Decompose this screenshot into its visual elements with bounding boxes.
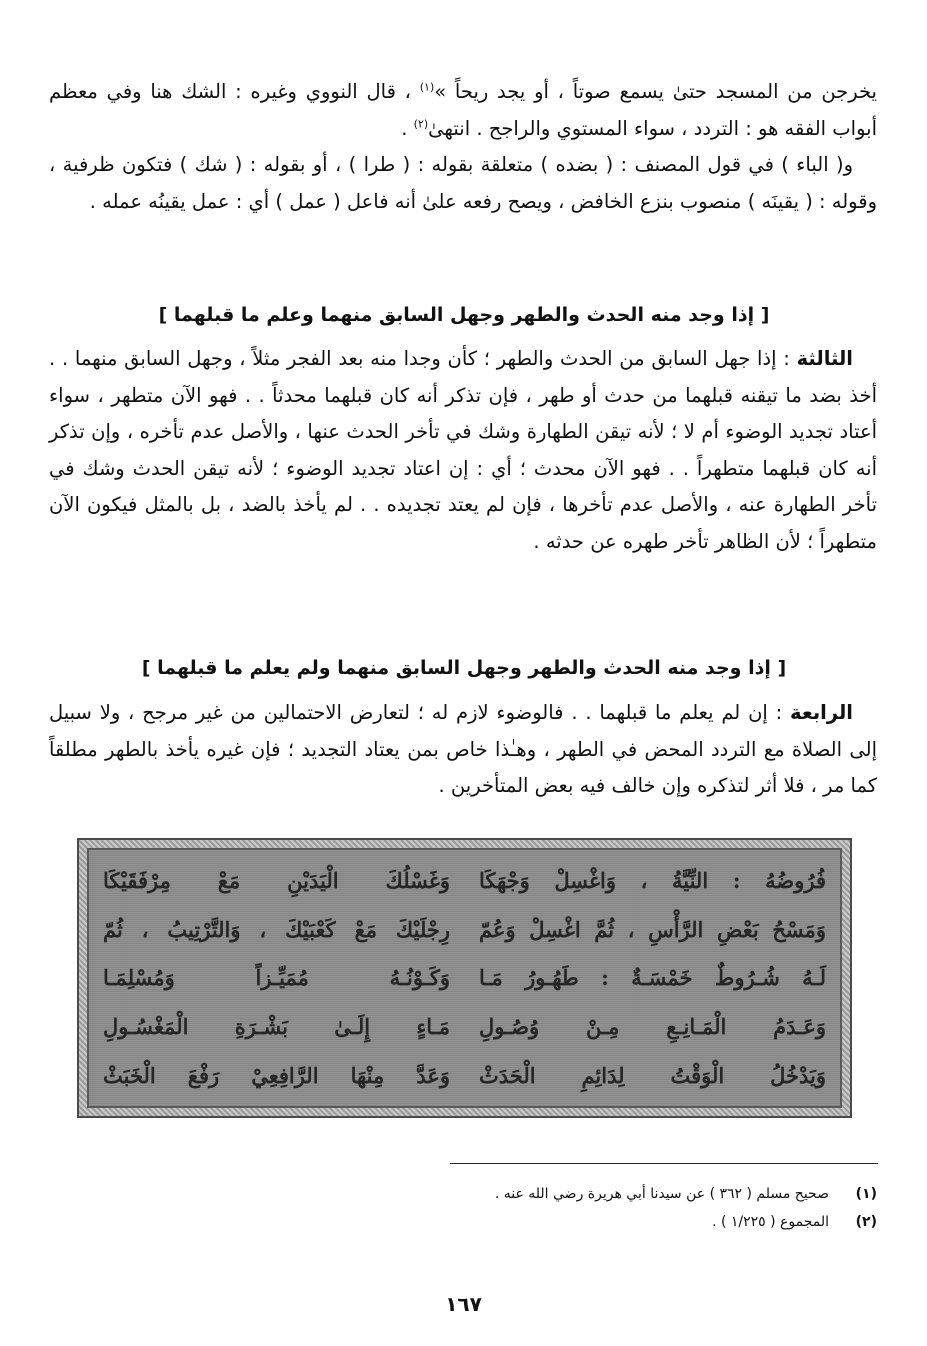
paragraph-1-text-c: . — [401, 116, 414, 140]
paragraph-3 — [49, 341, 877, 560]
poem-hemistich-right: لَـهُ شُـرُوطٌ خَمْسَـةٌ : طَهُـورُ مَـا — [478, 965, 826, 991]
body-text-bottom — [49, 695, 877, 805]
poem-verse — [103, 868, 826, 893]
poem-hemistich-right: وَيَدْخُلُ الْوَقْتُ لِدَائِمِ الْحَدَثْ — [478, 1063, 826, 1089]
poem-hemistich-left: وَعَدَّ مِنْهَا الرَّافِعِيْ رَفْعَ الْخَبَثْ — [103, 1063, 451, 1089]
poem-verse — [103, 1014, 826, 1039]
paragraph-3-lead: الثالثة — [796, 347, 853, 370]
page-number: ١٦٧ — [445, 1292, 482, 1316]
body-text-top — [49, 74, 877, 220]
footnote-text: المجموع ( ١/٢٢٥ ) . — [712, 1214, 829, 1230]
poem-hemistich-left: وَكَـوْنُـهُ مُمَيِّـزاً وَمُسْلِمَـا — [103, 965, 451, 991]
poem-hemistich-right: وَمَسْحُ بَعْضِ الرَّأْسِ ، ثُمَّ اغْسِلْ وَعُمّ — [478, 916, 826, 942]
footnote-divider — [450, 1163, 878, 1164]
paragraph-1-text-a: يخرجن من المسجد حتىٰ يسمع صوتاً ، أو يجد ريحاً » — [434, 80, 877, 103]
poem-verse — [103, 965, 826, 990]
poem-hemistich-right: وَعَـدَمُ الْمَـانِـعِ مِـنْ وُصُـولِ — [478, 1014, 826, 1040]
footnotes — [49, 1180, 877, 1236]
section-heading-2: [ إذا وجد منه الحدث والطهر وجهل السابق منهما ولم يعلم ما قبلهما ] — [141, 657, 787, 679]
footnote-2 — [49, 1208, 877, 1236]
paragraph-3-text: : إذا جهل السابق من الحدث والطهر ؛ كأن وجدا منه بعد الفجر مثلاً ، وجهل السابق منهما . . أخذ بضد ما تيقنه قبلهما من حدث أو طهر ، فإن تذكر أنه كان قبلهما محدثاً . . فهو الآن متطهر ، سواء أعتاد تجديد الوضوء أم لا ؛ لأنه تيقن الطهارة وشك في تأخر الحدث عنها ، والأصل عدم تأخره ، وإن تذكر أنه كان قبلهما متطهراً . . فهو الآن محدث ؛ أي : إن اعتاد تجديد الوضوء ؛ لأنه تيقن الحدث وشك في تأخر الطهارة عنه ، والأصل عدم تأخرها ، فإن لم يعتد تجديده . . لم يأخذ بالضد ، بل بالمثل فيكون الآن متطهراً ؛ لأن الظاهر تأخر طهره عن حدثه . — [49, 347, 877, 553]
poem-hemistich-left: مَـاءٍ إِلَـىٰ بَشْـرَةِ الْمَغْسُـولِ — [103, 1014, 451, 1040]
footnote-ref-1[interactable]: (١) — [419, 80, 435, 94]
footnote-1 — [49, 1180, 877, 1208]
paragraph-4-lead: الرابعة — [790, 701, 853, 724]
section-heading-1: [ إذا وجد منه الحدث والطهر وجهل السابق منهما وعلم ما قبلهما ] — [158, 304, 770, 326]
footnote-text: صحيح مسلم ( ٣٦٢ ) عن سيدنا أبي هريرة رضي الله عنه . — [494, 1186, 829, 1202]
footnote-number: (١) — [855, 1186, 877, 1202]
poem-inner — [87, 848, 842, 1108]
paragraph-1 — [49, 74, 877, 147]
poem-hemistich-right: فُرُوضُهُ : النِّيَّةُ ، وَاغْسِلْ وَجْهَكَا — [478, 867, 826, 893]
paragraph-4 — [49, 695, 877, 805]
paragraph-1-text-b: ، قال النووي وغيره : الشك هنا وفي معظم أبواب الفقه هو : التردد ، سواء المستوي والراجح . انتهىٰ — [49, 80, 877, 140]
poem-hemistich-left: رِجْلَيْكَ مَعْ كَعْبَيْكَ ، وَالتَّرْتِيبُ ، ثُمّ — [103, 916, 451, 942]
poem-verse — [103, 917, 826, 942]
footnote-ref-2[interactable]: (٢) — [413, 117, 429, 130]
footnote-number: (٢) — [855, 1214, 877, 1230]
body-text-middle — [49, 341, 877, 560]
poem-verse — [103, 1063, 826, 1088]
paragraph-4-text: : إن لم يعلم ما قبلهما . . فالوضوء لازم له ؛ لتعارض الاحتمالين من غير مرجح ، ولا سبيل إلى الصلاة مع التردد المحض في الطهر ، وهـٰذا خاص بمن يعتاد التجديد ؛ فإن غيره يأخذ بالطهر مطلقاً كما مر ، فلا أثر لتذكره وإن خالف فيه بعض المتأخرين . — [49, 701, 877, 797]
poem-box — [77, 838, 852, 1118]
paragraph-2: و( الباء ) في قول المصنف : ( بضده ) متعلقة بقوله : ( طرا ) ، أو بقوله : ( شك ) فتكون ظرفية ، وقوله : ( يقينَه ) منصوب بنزع الخافض ، ويصح رفعه علىٰ أنه فاعل ( عمل ) أي : عمل يقينُه عمله . — [49, 153, 877, 213]
poem-hemistich-left: وَغَسْلُكَ الْيَدَيْنِ مَعْ مِرْفَقَيْكَا — [103, 867, 451, 893]
